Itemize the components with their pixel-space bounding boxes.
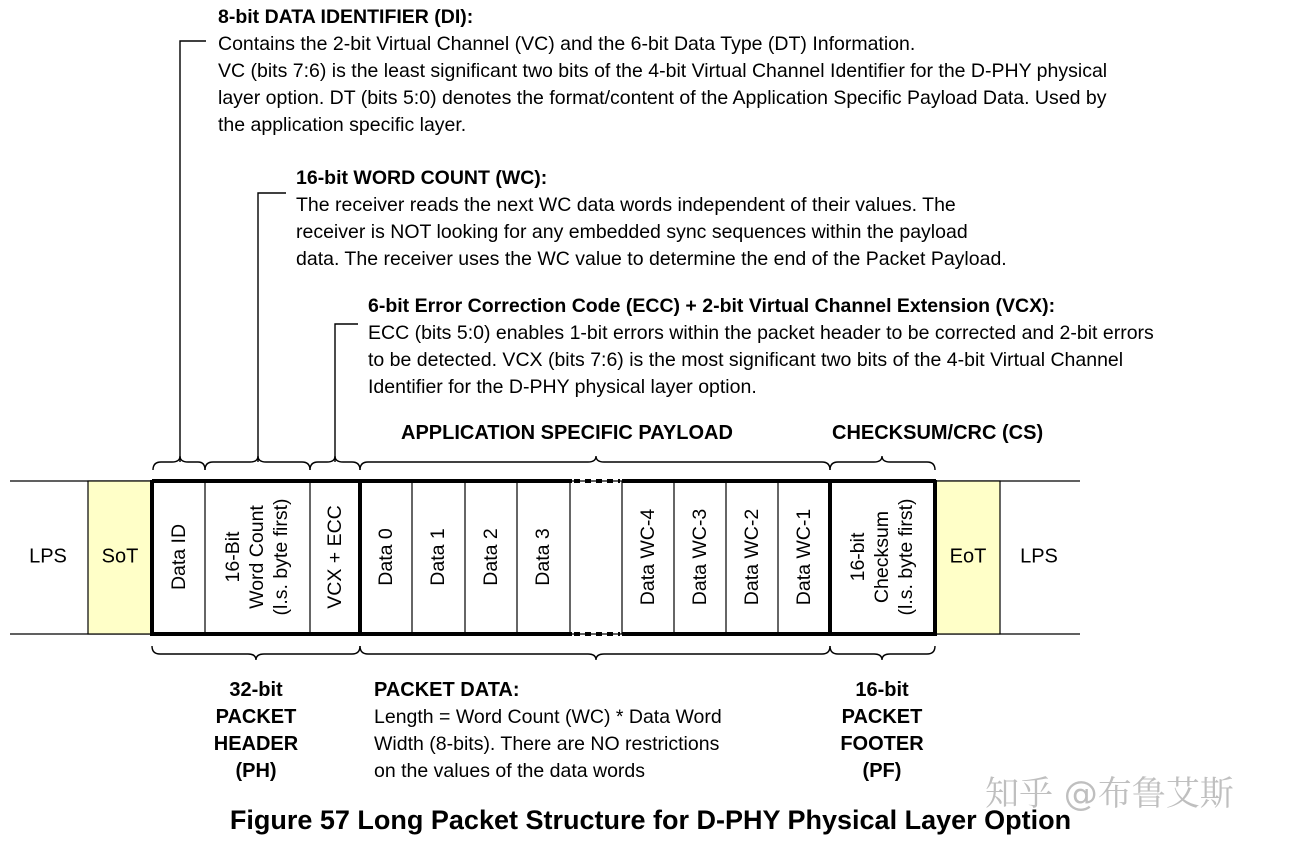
- data-field: Data WC-2: [741, 508, 763, 606]
- packet-header-line: PACKET: [215, 706, 297, 728]
- di-title: 8-bit DATA IDENTIFIER (DI):: [218, 6, 474, 28]
- ecc-leader-line: [335, 324, 358, 462]
- brace-wc-top: [205, 456, 310, 470]
- brace-ecc-top: [310, 456, 360, 470]
- brace-di-top: [153, 456, 205, 470]
- data-field: Data WC-3: [689, 508, 711, 606]
- brace-data-bottom: [360, 646, 830, 660]
- figure-caption: Figure 57 Long Packet Structure for D-PHY Physical Layer Option: [229, 805, 1072, 835]
- packet-footer-line: FOOTER: [840, 733, 924, 755]
- brace-header-bottom: [152, 646, 360, 660]
- brace-footer-bottom: [830, 646, 935, 660]
- wc-line: data. The receiver uses the WC value to determine the end of the Packet Payload.: [296, 248, 1007, 270]
- word-count-line: 16-Bit: [222, 531, 244, 583]
- packet-header-line: 32-bit: [229, 679, 283, 701]
- packet-data-line: Width (8-bits). There are NO restrictions: [374, 733, 720, 755]
- data-field: Data WC-4: [637, 508, 659, 606]
- brace-checksum-top: [830, 456, 935, 470]
- checksum-label: CHECKSUM/CRC (CS): [832, 422, 1044, 444]
- ecc-line: to be detected. VCX (bits 7:6) is the most significant two bits of the 4-bit Virtual Channel: [368, 349, 1124, 371]
- packet-footer-line: PACKET: [841, 706, 923, 728]
- ecc-title: 6-bit Error Correction Code (ECC) + 2-bit Virtual Channel Extension (VCX):: [368, 295, 1056, 317]
- packet-header-label: [196, 677, 316, 785]
- wc-title: 16-bit WORD COUNT (WC):: [296, 167, 548, 189]
- watermark: 知乎 @布鲁艾斯: [985, 774, 1234, 814]
- eot-label: EoT: [949, 545, 987, 568]
- packet-footer-line: 16-bit: [855, 679, 909, 701]
- checksum-line: Checksum: [871, 510, 893, 604]
- brace-payload-top: [360, 456, 830, 470]
- lps-right-label: LPS: [1020, 545, 1058, 568]
- sot-label: SoT: [101, 545, 139, 568]
- wc-line: The receiver reads the next WC data words independent of their values. The: [296, 194, 956, 216]
- checksum-line: (l.s. byte first): [895, 498, 917, 616]
- packet-footer-line: (PF): [862, 760, 902, 782]
- data-field: Data 1: [427, 528, 449, 586]
- di-line: Contains the 2-bit Virtual Channel (VC) and the 6-bit Data Type (DT) Information.: [218, 33, 916, 55]
- data-field: Data WC-1: [793, 508, 815, 606]
- word-count-line: Word Count: [246, 505, 268, 609]
- data-field: Data 0: [375, 528, 397, 586]
- di-leader-line: [180, 41, 206, 462]
- vcx-ecc-field: VCX + ECC: [324, 505, 346, 609]
- lps-left-label: LPS: [29, 545, 67, 568]
- checksum-field: [846, 498, 918, 615]
- checksum-line: 16-bit: [847, 532, 869, 582]
- packet-footer-label: [822, 677, 942, 785]
- packet-header-line: (PH): [235, 760, 277, 782]
- packet-data-title: PACKET DATA:: [374, 679, 520, 701]
- packet-data-line: on the values of the data words: [374, 760, 646, 782]
- wc-line: receiver is NOT looking for any embedded sync sequences within the payload: [296, 221, 968, 243]
- packet-data-line: Length = Word Count (WC) * Data Word: [374, 706, 722, 728]
- di-line: the application specific layer.: [218, 114, 467, 136]
- di-line: layer option. DT (bits 5:0) denotes the format/content of the Application Specific Payload Data. Used by: [218, 87, 1107, 109]
- word-count-line: (l.s. byte first): [270, 498, 292, 616]
- data-field: Data 2: [480, 528, 502, 586]
- packet-header-line: HEADER: [213, 733, 299, 755]
- di-line: VC (bits 7:6) is the least significant two bits of the 4-bit Virtual Channel Identifier for the D-PHY physical: [218, 60, 1108, 82]
- wc-leader-line: [258, 193, 286, 462]
- word-count-field: [221, 498, 293, 615]
- data-id-field: Data ID: [168, 523, 190, 591]
- data-field: Data 3: [532, 528, 554, 586]
- payload-label: APPLICATION SPECIFIC PAYLOAD: [401, 422, 733, 444]
- ecc-line: ECC (bits 5:0) enables 1-bit errors within the packet header to be corrected and 2-bit errors: [368, 322, 1154, 344]
- ecc-line: Identifier for the D-PHY physical layer option.: [368, 376, 757, 398]
